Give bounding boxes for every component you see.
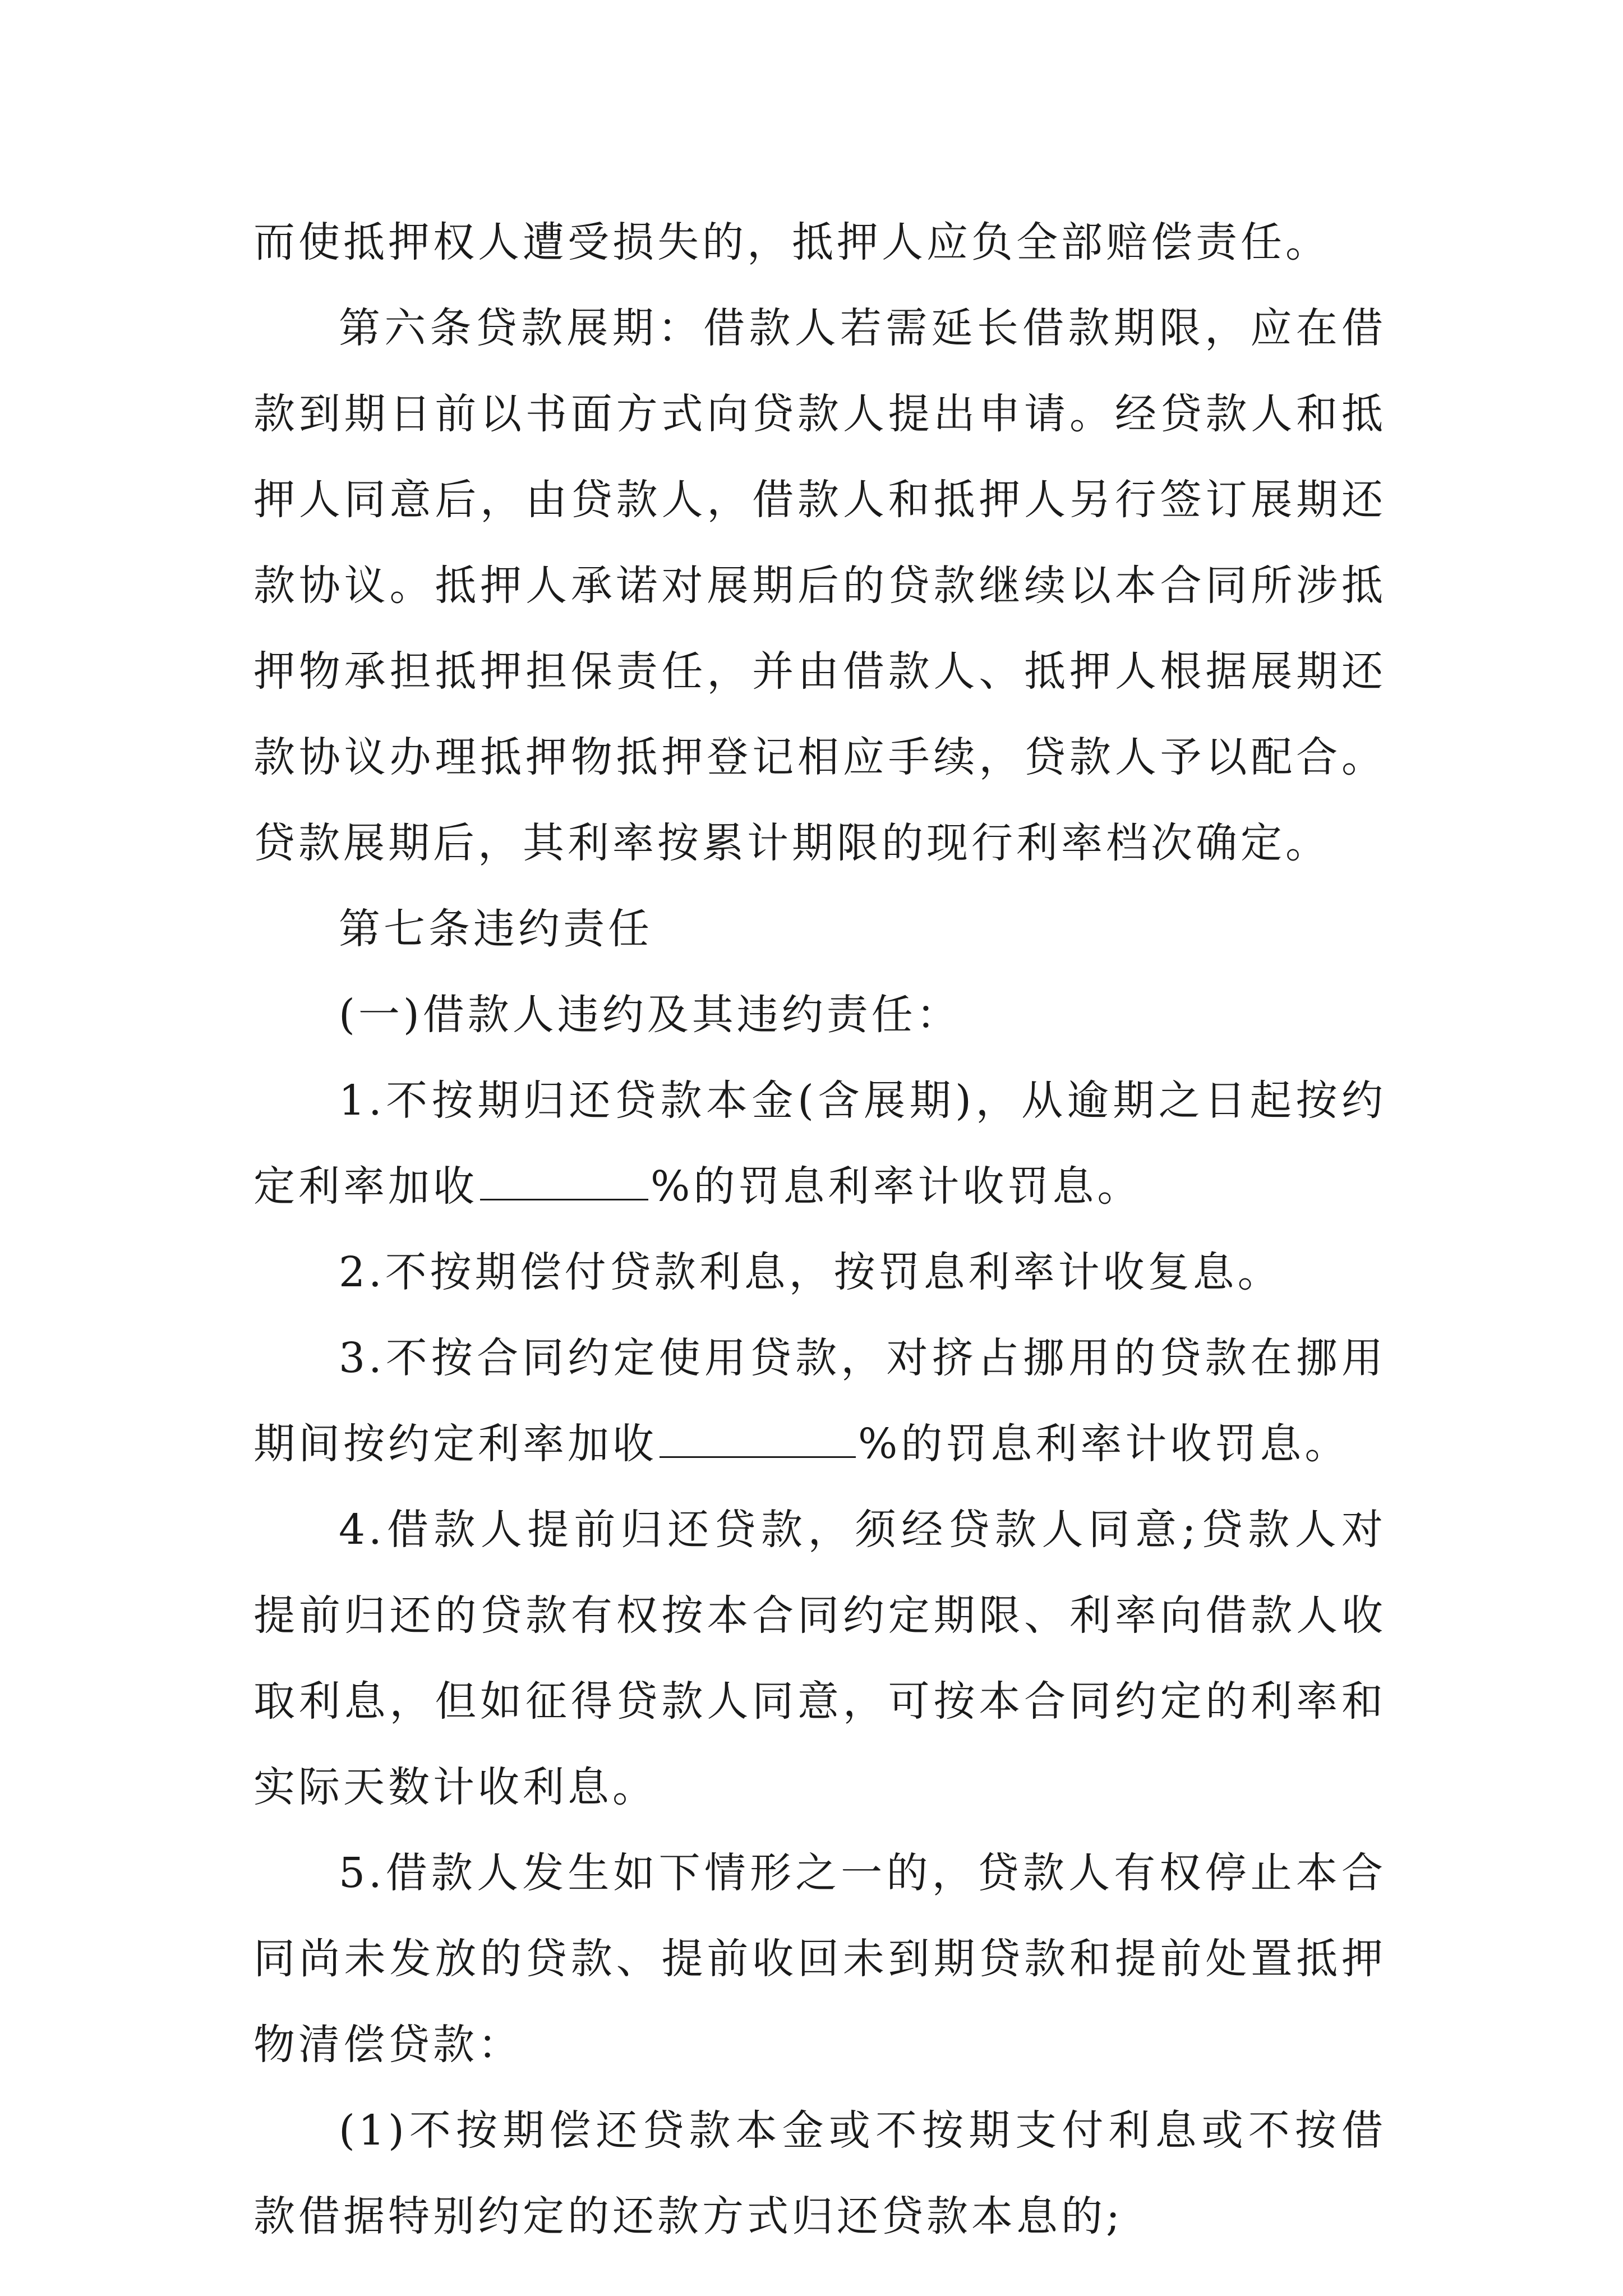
paragraph-continuation xyxy=(253,200,1386,286)
paragraph-article-7-title xyxy=(253,886,1386,972)
document-body xyxy=(253,200,1386,2260)
paragraph-item-1 xyxy=(253,1058,1386,1230)
paragraph-text: 3.不按合同约定使用贷款，对挤占挪用的贷款在挪用期间按约定利率加收 xyxy=(253,1334,1386,1468)
paragraph-text: (一)借款人违约及其违约责任： xyxy=(339,991,961,1039)
paragraph-article-6 xyxy=(253,286,1386,886)
paragraph-item-5 xyxy=(253,1830,1386,2088)
paragraph-text: 而使抵押权人遭受损失的，抵押人应负全部赔偿责任。 xyxy=(253,218,1330,266)
paragraph-text: 2.不按期偿付贷款利息，按罚息利率计收复息。 xyxy=(339,1248,1283,1296)
paragraph-item-3 xyxy=(253,1315,1386,1487)
paragraph-item-2 xyxy=(253,1230,1386,1315)
paragraph-text: 5.借款人发生如下情形之一的，贷款人有权停止本合同尚未发放的贷款、提前收回未到期贷款和提前处置抵押物清偿贷款： xyxy=(253,1849,1386,2069)
paragraph-text: %的罚息利率计收罚息。 xyxy=(651,1162,1142,1211)
fill-in-blank[interactable] xyxy=(660,1423,856,1458)
paragraph-text: (1)不按期偿还贷款本金或不按期支付利息或不按借款借据特别约定的还款方式归还贷款本息的; xyxy=(253,2106,1386,2240)
paragraph-text: 第六条贷款展期：借款人若需延长借款期限，应在借款到期日前以书面方式向贷款人提出申请。经贷款人和抵押人同意后，由贷款人，借款人和抵押人另行签订展期还款协议。抵押人承诺对展期后的贷款继续以本合同所涉抵押物承担抵押担保责任，并由借款人、抵押人根据展期还款协议办理抵押物抵押登记相应手续，贷款人予以配合。贷款展期后，其利率按累计期限的现行利率档次确定。 xyxy=(253,304,1386,867)
paragraph-text: 4.借款人提前归还贷款，须经贷款人同意;贷款人对提前归还的贷款有权按本合同约定期限、利率向借款人收取利息，但如征得贷款人同意，可按本合同约定的利率和实际天数计收利息。 xyxy=(253,1506,1386,1811)
paragraph-item-4 xyxy=(253,1487,1386,1830)
paragraph-section-1-heading xyxy=(253,972,1386,1058)
paragraph-item-5-1 xyxy=(253,2088,1386,2260)
fill-in-blank[interactable] xyxy=(480,1165,648,1200)
paragraph-text: 1.不按期归还贷款本金(含展期)，从逾期之日起按约定利率加收 xyxy=(253,1076,1386,1211)
paragraph-text: 第七条违约责任 xyxy=(339,905,653,953)
paragraph-text: %的罚息利率计收罚息。 xyxy=(858,1420,1350,1468)
